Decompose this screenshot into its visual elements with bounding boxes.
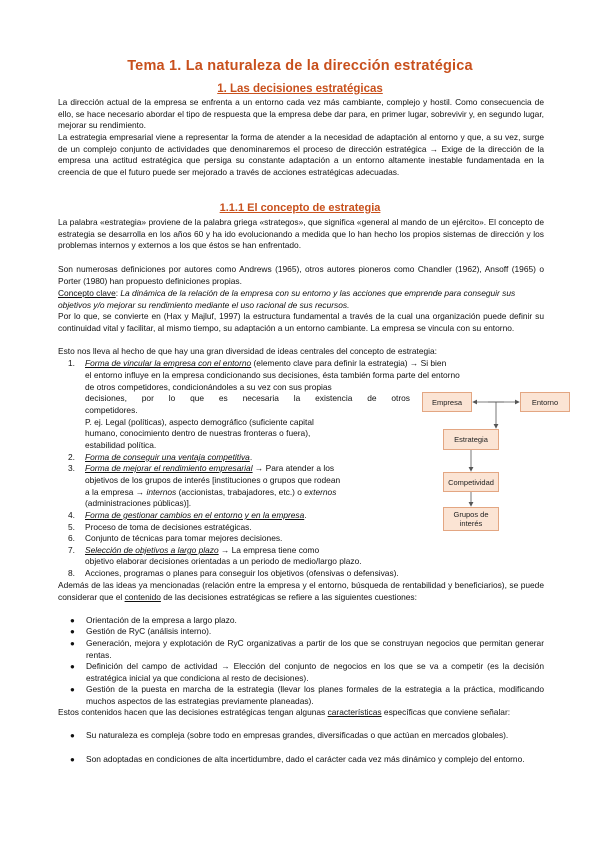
bullet-icon: ●: [70, 639, 75, 648]
diagram-box-empresa: Empresa: [422, 392, 472, 412]
bullet-icon: ●: [70, 662, 75, 671]
list-number: 3.: [68, 463, 75, 473]
list-number: 8.: [68, 568, 75, 578]
bullet-item: Gestión de la puesta en marcha de la estrategia (llevar los planes formales de la estrategia a la práctica, modificando muchos aspectos de las estrategias previamente planeadas).: [86, 684, 544, 706]
list-item-4: Forma de gestionar cambios en el entorno y en la empresa.: [85, 510, 307, 520]
list-number: 7.: [68, 545, 75, 555]
paragraph-definiciones: Son numerosas definiciones por autores como Andrews (1965), otros autores pioneros como Chandler (1962), Ansoff (1965) o Porter (1980) han propuesto definiciones propias.: [58, 264, 544, 286]
list-item-1-line: Forma de vincular la empresa con el entorno (elemento clave para definir la estrategia) → Si bien: [85, 358, 447, 368]
list-item-line: P. ej. Legal (políticas), aspecto demográfico (suficiente capital: [85, 417, 314, 427]
list-item-line: decisiones, por lo que es necesaria la existencia de otros: [85, 393, 410, 403]
list-item-2: Forma de conseguir una ventaja competitiva.: [85, 452, 253, 462]
diagram-box-entorno: Entorno: [520, 392, 570, 412]
concept-label: Concepto clave: [58, 288, 116, 298]
list-item-8: Acciones, programas o planes para conseguir los objetivos (ofensivas o defensivas).: [85, 568, 399, 578]
paragraph-intro: La dirección actual de la empresa se enfrenta a un entorno cada vez más cambiante, complejo y hostil. Como consecuencia de ello, se hace necesario abordar el tipo de respuesta que la empresa debe dar para, en primer lugar, sobrevivir y, en segundo lugar, mejorar su rendimiento.: [58, 97, 544, 131]
list-item-line: objetivo elaborar decisiones orientadas a un periodo de medio/largo plazo.: [85, 556, 362, 566]
bullet-icon: ●: [70, 616, 75, 625]
bullet-item: Definición del campo de actividad → Elección del conjunto de negocios en los que se va a competir (es la decisión estratégica inicial ya que condiciona al resto de decisiones).: [86, 661, 544, 683]
paragraph-hax-majluf: Por lo que, se convierte en (Hax y Majluf, 1997) la estructura fundamental a través de la cual una organización puede definir su continuidad vital y facilitar, al mismo tiempo, su adaptación a un entorno cambiante. La empresa se vincula con su entorno.: [58, 311, 544, 333]
bullet-icon: ●: [70, 685, 75, 694]
paragraph-origen: La palabra «estrategia» proviene de la palabra griega «strategos», que significa «general al mando de un ejército». El concepto de estrategia se desarrolla en los años 60 y ha ido evolucionando a medida que lo han hecho los propios sistemas de dirección y los problemas internos y externos a los que éstos se han enfrentado.: [58, 217, 544, 251]
list-number: 4.: [68, 510, 75, 520]
list-item-title: Forma de vincular la empresa con el entorno: [85, 358, 252, 368]
bullet-icon: ●: [70, 755, 75, 764]
list-number: 5.: [68, 522, 75, 532]
list-item-line: humano, conocimiento dentro de nuestras fronteras o fuera),: [85, 428, 311, 438]
list-item-3: Forma de mejorar el rendimiento empresarial → Para atender a los: [85, 463, 335, 473]
list-number: 1.: [68, 358, 75, 368]
section-heading-concepto: 1.1.1 El concepto de estrategia: [219, 202, 381, 214]
bullet-item: Su naturaleza es compleja (sobre todo en empresas grandes, diversificadas o que actúan en mercados globales).: [86, 730, 509, 740]
paragraph-concepto-clave: Concepto clave: La dinámica de la relación de la empresa con su entorno y las acciones que emprende para conseguir sus objetivos y/o mejorar su rendimiento mediante el uso racional de sus recursos.: [58, 288, 516, 310]
list-item-line: estabilidad política.: [85, 440, 157, 450]
paragraph-contenido: Además de las ideas ya mencionadas (relación entre la empresa y el entorno, búsqueda de rentabilidad y beneficiarios), se puede considerar que el contenido de las decisiones estratégicas se refiere a las siguientes cuestiones:: [58, 580, 544, 602]
list-number: 2.: [68, 452, 75, 462]
bullet-icon: ●: [70, 627, 75, 636]
list-item-line: objetivos de los grupos de interés [instituciones o grupos que rodean: [85, 475, 341, 485]
list-item-line: el entorno influye en la empresa condicionando sus decisiones, ésta también forma parte del entorno: [85, 370, 460, 380]
diagram-box-estrategia: Estrategia: [443, 429, 499, 450]
bullet-icon: ●: [70, 731, 75, 740]
diagram-box-grupos: Grupos de interés: [443, 507, 499, 531]
paragraph-estrategia-empresarial: La estrategia empresarial viene a representar la forma de atender a la necesidad de adaptación al entorno y que, a su vez, surge de un complejo conjunto de actividades que denominaremos el proceso de dirección estratégica → Exige de la dirección de la empresa una actitud estratégica que persiga su constante adaptación a un entorno altamente inestable fundamentada en la creencia de que el futuro puede ser mejorado a través de acciones estratégicas adecuadas.: [58, 132, 544, 178]
list-item-5: Proceso de toma de decisiones estratégicas.: [85, 522, 252, 532]
document-title: Tema 1. La naturaleza de la dirección estratégica: [127, 58, 473, 74]
paragraph-diversidad: Esto nos lleva al hecho de que hay una gran diversidad de ideas centrales del concepto de estrategia:: [58, 346, 437, 356]
bullet-item: Gestión de RyC (análisis interno).: [86, 626, 212, 636]
bullet-item: Generación, mejora y explotación de RyC organizativas a partir de los que se construyan negocios que permitan generar rentas.: [86, 638, 544, 660]
list-number: 6.: [68, 533, 75, 543]
list-item-line: a la empresa → internos (accionistas, trabajadores, etc.) o externos: [85, 487, 337, 497]
list-item-6: Conjunto de técnicas para tomar mejores decisiones.: [85, 533, 283, 543]
list-item-line: competidores.: [85, 405, 138, 415]
list-item-line: (administraciones públicas)].: [85, 498, 192, 508]
bullet-item: Son adoptadas en condiciones de alta incertidumbre, dado el carácter cada vez más dinámico y complejo del entorno.: [86, 754, 525, 764]
concept-text: La dinámica de la relación de la empresa con su entorno y las acciones que emprende para conseguir sus objetivos y/o mejorar su rendimiento mediante el uso racional de sus recursos.: [58, 288, 516, 310]
list-item-line: de otros competidores, condicionándoles a su vez con sus propias: [85, 382, 332, 392]
section-heading-decisiones: 1. Las decisiones estratégicas: [217, 83, 383, 95]
bullet-item: Orientación de la empresa a largo plazo.: [86, 615, 237, 625]
diagram-box-competitividad: Competividad: [443, 472, 499, 492]
paragraph-caracteristicas: Estos contenidos hacen que las decisiones estratégicas tengan algunas características específicas que conviene señalar:: [58, 707, 511, 717]
list-item-7: Selección de objetivos a largo plazo → La empresa tiene como: [85, 545, 320, 555]
